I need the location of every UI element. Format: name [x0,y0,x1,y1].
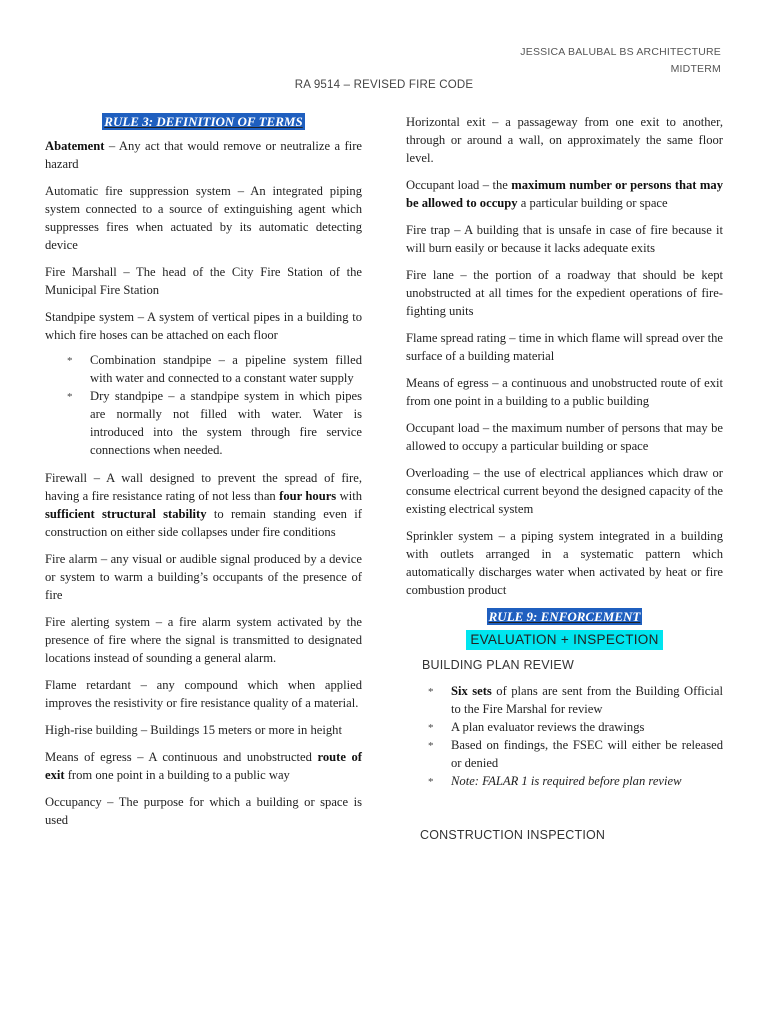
definition-fire-trap: Fire trap – A building that is unsafe in case of fire because it will burn easily or because it lacks adequate exits [406,223,723,255]
definition-abatement: Abatement – Any act that would remove or neutralize a fire hazard [45,139,362,171]
definition-occupancy: Occupancy – The purpose for which a building or space is used [45,795,362,827]
asterisk-bullet-icon: * [428,776,434,788]
list-item: * Note: FALAR 1 is required before plan review [406,772,723,790]
evaluation-inspection-heading: EVALUATION + INSPECTION [466,630,662,650]
asterisk-bullet-icon: * [428,722,434,734]
asterisk-bullet-icon: * [67,391,73,403]
left-column [45,113,362,838]
list-item: * Dry standpipe – a standpipe system in which pipes are normally not filled with water. Water is introduced into the system through fire service connections when needed. [67,389,362,457]
definition-flame-spread: Flame spread rating – time in which flame will spread over the surface of a building material [406,331,723,363]
definition-means-of-egress: Means of egress – A continuous and unobstructed route of exit from one point in a building to a public way [45,750,362,782]
exam-line: MIDTERM [670,63,721,75]
author-line: JESSICA BALUBAL BS ARCHITECTURE [520,46,721,58]
definition-fire-alarm: Fire alarm – any visual or audible signal produced by a device or system to warm a building’s occupants of the presence of fire [45,552,362,602]
definition-flame-retardant: Flame retardant – any compound which when applied improves the resistivity or fire resistance quality of a material. [45,678,362,710]
definition-standpipe: Standpipe system – A system of vertical pipes in a building to which fire hoses can be attached on each floor [45,310,362,342]
list-item: * Combination standpipe – a pipeline system filled with water and connected to a constant water supply [67,353,362,385]
page-header [381,44,721,78]
list-item: * Based on findings, the FSEC will either be released or denied [428,738,723,770]
building-plan-review-heading: BUILDING PLAN REVIEW [422,658,574,672]
definition-horizontal-exit: Horizontal exit – a passageway from one exit to another, through or around a wall, on approximately the same floor level. [406,115,723,165]
plan-review-bullet-list [406,682,723,790]
list-item: * Six sets of plans are sent from the Building Official to the Fire Marshal for review [428,684,723,716]
definition-firewall: Firewall – A wall designed to prevent the spread of fire, having a fire resistance rating of not less than four hours with sufficient structural stability to remain standing even if construction on either side collapses under fire conditions [45,471,362,539]
definition-fire-lane: Fire lane – the portion of a roadway that should be kept unobstructed at all times for the expedient operations of fire-fighting units [406,268,723,318]
definition-occupant-load-2: Occupant load – the maximum number of persons that may be allowed to occupy a particular building or space [406,421,723,453]
definition-automatic-suppression: Automatic fire suppression system – An integrated piping system connected to a source of extinguishing agent which suppresses fires when actuated by its automatic detecting device [45,184,362,252]
definition-fire-marshall: Fire Marshall – The head of the City Fire Station of the Municipal Fire Station [45,265,362,297]
definition-means-of-egress-2: Means of egress – a continuous and unobstructed route of exit from one point in a building to a public building [406,376,723,408]
definition-high-rise: High-rise building – Buildings 15 meters or more in height [45,723,342,737]
document-title: RA 9514 – REVISED FIRE CODE [294,79,474,91]
rule-3-heading: RULE 3: DEFINITION OF TERMS [104,114,303,129]
definition-occupant-load: Occupant load – the maximum number or persons that may be allowed to occupy a particular building or space [406,178,723,210]
construction-inspection-heading: CONSTRUCTION INSPECTION [420,828,606,842]
right-column [406,113,723,854]
definition-fire-alerting: Fire alerting system – a fire alarm system activated by the presence of fire where the signal is transmitted to designated locations instead of sounding a general alarm. [45,615,362,665]
definition-sprinkler: Sprinkler system – a piping system integrated in a building with outlets arranged in a systematic pattern which automatically discharges water when activated by heat or fire combustion product [406,529,723,597]
standpipe-bullet-list [45,351,362,459]
list-item: * A plan evaluator reviews the drawings [406,718,723,736]
asterisk-bullet-icon: * [428,740,434,752]
asterisk-bullet-icon: * [67,355,73,367]
asterisk-bullet-icon: * [428,686,434,698]
definition-overloading: Overloading – the use of electrical appliances which draw or consume electrical current beyond the designed capacity of the existing electrical system [406,466,723,516]
rule-9-heading: RULE 9: ENFORCEMENT [488,609,641,624]
